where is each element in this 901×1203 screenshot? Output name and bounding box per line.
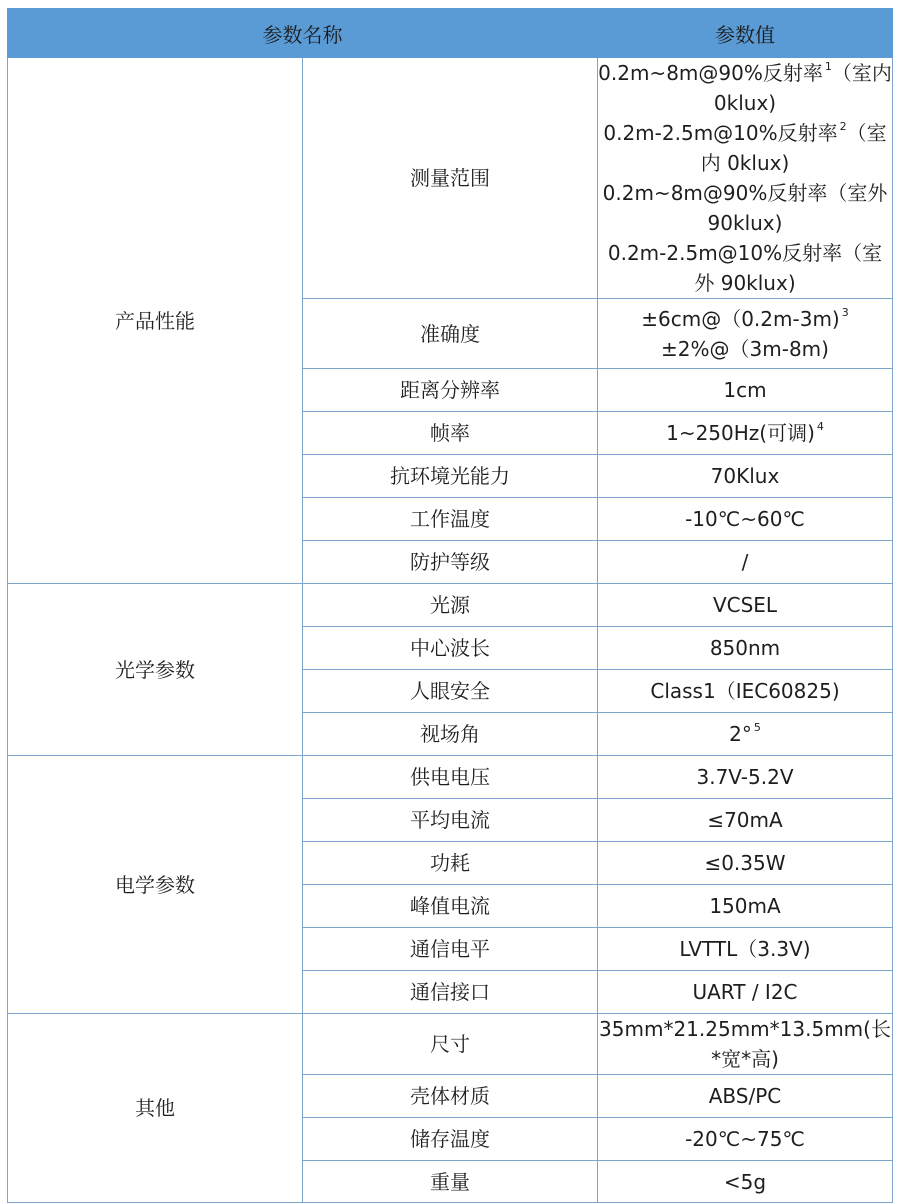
footnote-marker: 1: [824, 60, 832, 74]
param-value-cell: [598, 1118, 893, 1161]
table-row: [8, 756, 893, 799]
param-name-cell: 中心波长: [303, 627, 598, 670]
param-name-cell: 通信电平: [303, 928, 598, 971]
value-text: ABS/PC: [708, 1084, 782, 1108]
value-text: 1~250Hz(可调): [666, 421, 815, 445]
value-text: ≤70mA: [707, 808, 783, 832]
param-value-cell: [598, 799, 893, 842]
footnote-marker: 3: [841, 305, 849, 319]
value-line: [598, 1167, 892, 1197]
param-name-cell: 重量: [303, 1161, 598, 1203]
value-text: 3.7V-5.2V: [696, 765, 794, 789]
value-text: ±2%@（3m-8m): [661, 336, 829, 361]
value-line: [598, 805, 892, 835]
value-text: VCSEL: [712, 593, 778, 617]
table-row: [8, 58, 893, 299]
category-cell: 电学参数: [8, 756, 303, 1014]
value-text: <5g: [723, 1169, 767, 1194]
value-line: [598, 590, 892, 620]
param-value-cell: [598, 369, 893, 412]
param-value-cell: [598, 58, 893, 299]
value-line: [598, 58, 892, 118]
param-value-cell: [598, 842, 893, 885]
param-name-cell: 光源: [303, 584, 598, 627]
value-line: [598, 238, 892, 298]
param-name-cell: 通信接口: [303, 971, 598, 1014]
value-line: [598, 461, 892, 491]
param-name-cell: 尺寸: [303, 1014, 598, 1075]
value-line: [598, 1124, 892, 1154]
value-text: 0.2m-2.5m@10%反射率（室外 90klux): [607, 241, 883, 295]
param-name-cell: 距离分辨率: [303, 369, 598, 412]
value-line: [598, 848, 892, 878]
category-cell: 其他: [8, 1014, 303, 1203]
header-param-value: 参数值: [598, 9, 893, 58]
param-value-cell: [598, 498, 893, 541]
value-text: 35mm*21.25mm*13.5mm(长*宽*高): [599, 1017, 891, 1071]
value-line: [598, 1014, 892, 1074]
value-text: ±6cm@（0.2m-3m): [641, 306, 840, 331]
value-line: [598, 178, 892, 238]
header-row: [8, 9, 893, 58]
param-name-cell: 平均电流: [303, 799, 598, 842]
param-name-cell: 功耗: [303, 842, 598, 885]
param-name-cell: 壳体材质: [303, 1075, 598, 1118]
value-text: 0.2m-2.5m@10%反射率: [603, 121, 838, 145]
param-value-cell: [598, 627, 893, 670]
param-name-cell: 防护等级: [303, 541, 598, 584]
table-row: [8, 584, 893, 627]
param-name-cell: 准确度: [303, 299, 598, 369]
param-name-cell: 测量范围: [303, 58, 598, 299]
header-param-name: 参数名称: [8, 9, 598, 58]
param-name-cell: 视场角: [303, 713, 598, 756]
value-text: 0.2m~8m@90%反射率: [598, 61, 823, 85]
param-value-cell: [598, 584, 893, 627]
value-line: [598, 375, 892, 405]
value-line: [598, 977, 892, 1007]
value-text: LVTTL（3.3V): [679, 937, 811, 961]
param-name-cell: 供电电压: [303, 756, 598, 799]
value-text: 150mA: [709, 894, 781, 918]
param-name-cell: 峰值电流: [303, 885, 598, 928]
param-value-cell: [598, 1161, 893, 1203]
param-value-cell: [598, 1075, 893, 1118]
param-name-cell: 帧率: [303, 412, 598, 455]
param-value-cell: [598, 756, 893, 799]
value-line: [598, 676, 892, 706]
value-line: [598, 304, 892, 334]
value-line: [598, 118, 892, 178]
category-cell: 产品性能: [8, 58, 303, 584]
value-text: 2°: [729, 722, 752, 746]
value-text: 1cm: [723, 378, 767, 402]
value-condition: （室内 0klux): [700, 121, 887, 175]
param-value-cell: [598, 541, 893, 584]
footnote-marker: 5: [753, 721, 761, 735]
value-text: 0.2m~8m@90%反射率（室外 90klux): [602, 181, 888, 235]
value-line: [598, 719, 892, 749]
footnote-marker: 4: [816, 420, 824, 434]
spec-table-body: [8, 58, 893, 1203]
param-name-cell: 人眼安全: [303, 670, 598, 713]
param-value-cell: [598, 971, 893, 1014]
param-value-cell: [598, 928, 893, 971]
value-line: [598, 547, 892, 577]
value-text: Class1（IEC60825): [650, 679, 840, 703]
value-text: -10℃~60℃: [685, 507, 805, 531]
value-line: [598, 504, 892, 534]
param-value-cell: [598, 412, 893, 455]
footnote-marker: 2: [839, 120, 847, 134]
value-text: ≤0.35W: [704, 851, 786, 875]
param-value-cell: [598, 670, 893, 713]
param-name-cell: 储存温度: [303, 1118, 598, 1161]
value-text: UART / I2C: [692, 980, 798, 1004]
value-line: [598, 334, 892, 364]
spec-table: [7, 8, 893, 1203]
value-line: [598, 762, 892, 792]
value-line: [598, 934, 892, 964]
param-value-cell: [598, 1014, 893, 1075]
category-cell: 光学参数: [8, 584, 303, 756]
value-text: 70Klux: [710, 464, 780, 488]
value-line: [598, 633, 892, 663]
value-line: [598, 1081, 892, 1111]
param-value-cell: [598, 713, 893, 756]
value-text: -20℃~75℃: [685, 1127, 805, 1151]
param-value-cell: [598, 885, 893, 928]
param-name-cell: 抗环境光能力: [303, 455, 598, 498]
value-condition: （室内 0klux): [713, 61, 892, 115]
table-row: [8, 1014, 893, 1075]
value-line: [598, 891, 892, 921]
param-value-cell: [598, 299, 893, 369]
param-value-cell: [598, 455, 893, 498]
value-line: [598, 418, 892, 448]
value-text: 850nm: [709, 636, 781, 660]
value-text: /: [741, 550, 749, 574]
param-name-cell: 工作温度: [303, 498, 598, 541]
